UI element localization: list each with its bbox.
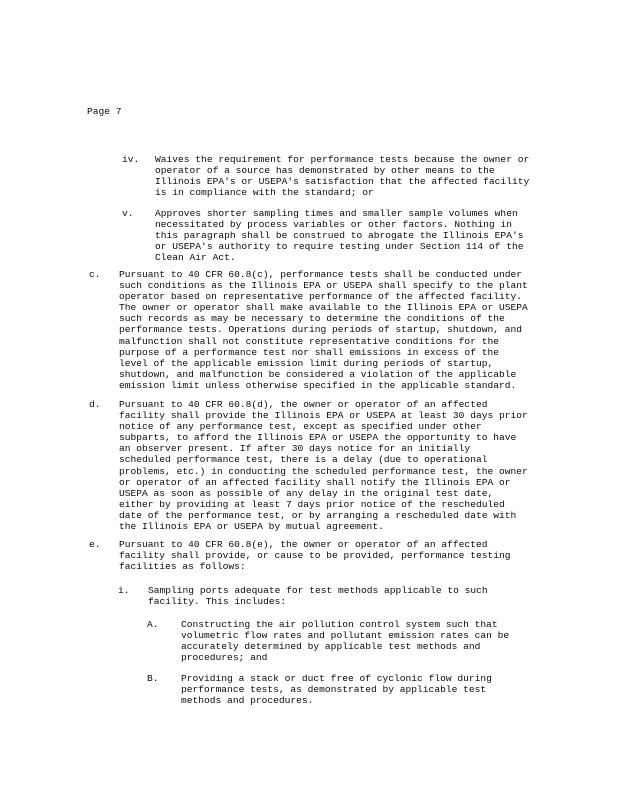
- page-number: Page 7: [87, 106, 122, 117]
- text-line: or USEPA's authority to require testing under Section 114 of the: [155, 241, 524, 253]
- item-marker-d: d.: [89, 399, 101, 410]
- text-line: an observer present. If after 30 days notice for an initially: [119, 443, 471, 455]
- text-line: the Illinois EPA or USEPA by mutual agreement.: [119, 521, 384, 533]
- text-line: necessitated by process variables or other factors. Nothing in: [155, 219, 512, 231]
- item-iv-text: [155, 154, 529, 198]
- text-line: shutdown, and malfunction be considered a violation of the applicable: [119, 368, 517, 380]
- item-B-text: [181, 673, 492, 706]
- item-marker-v: v.: [122, 208, 134, 219]
- text-line: is in compliance with the standard; or: [155, 187, 374, 199]
- item-d-text: [119, 399, 528, 532]
- text-line: USEPA as soon as possible of any delay in the original test date,: [119, 487, 494, 499]
- text-line: facility. This includes:: [148, 596, 287, 608]
- item-A-text: [181, 619, 509, 663]
- item-c-text: [119, 269, 528, 391]
- text-line: volumetric flow rates and pollutant emission rates can be: [181, 630, 510, 642]
- text-line: Approves shorter sampling times and smaller sample volumes when: [155, 208, 518, 219]
- text-line: such records as may be necessary to determine the conditions of the: [119, 313, 505, 325]
- item-v-text: [155, 208, 523, 263]
- text-line: accurately determined by applicable test methods and: [181, 641, 481, 653]
- text-line: facility shall provide, or cause to be provided, performance testing: [119, 550, 511, 562]
- text-line: Pursuant to 40 CFR 60.8(c), performance tests shall be conducted under: [119, 269, 523, 280]
- item-e-text: [119, 539, 511, 572]
- text-line: procedures; and: [181, 652, 268, 664]
- item-marker-e: e.: [89, 539, 101, 550]
- text-line: scheduled performance test, there is a delay (due to operational: [119, 454, 488, 466]
- text-line: level of the applicable emission limit during periods of startup,: [119, 357, 494, 369]
- text-line: either by providing at least 7 days prior notice of the rescheduled: [119, 498, 505, 510]
- text-line: performance tests, as demonstrated by applicable test: [181, 684, 487, 696]
- item-marker-iv: iv.: [122, 154, 140, 165]
- item-i-text: [148, 585, 488, 607]
- text-line: facility shall provide the Illinois EPA or USEPA at least 30 days prior: [119, 410, 528, 422]
- text-line: facilities as follows:: [119, 561, 246, 573]
- text-line: Sampling ports adequate for test methods applicable to such: [148, 585, 488, 596]
- item-marker-A: A.: [147, 619, 159, 630]
- text-line: purpose of a performance test nor shall emissions in excess of the: [119, 346, 499, 358]
- text-line: Constructing the air pollution control system such that: [181, 619, 498, 630]
- text-line: emission limit unless otherwise specified in the applicable standard.: [119, 379, 517, 391]
- item-marker-i: i.: [118, 585, 130, 596]
- text-line: operator based on representative performance of the affected facility.: [119, 291, 523, 303]
- text-line: methods and procedures.: [181, 695, 314, 707]
- text-line: date of the performance test, or by arranging a rescheduled date with: [119, 509, 517, 521]
- text-line: subparts, to afford the Illinois EPA or USEPA the opportunity to have: [119, 432, 517, 444]
- text-line: The owner or operator shall make available to the Illinois EPA or USEPA: [119, 302, 528, 314]
- text-line: operator of a source has demonstrated by other means to the: [155, 165, 495, 177]
- text-line: malfunction shall not constitute representative conditions for the: [119, 335, 499, 347]
- text-line: Clean Air Act.: [155, 252, 236, 264]
- item-marker-B: B.: [147, 673, 159, 684]
- text-line: performance tests. Operations during periods of startup, shutdown, and: [119, 324, 523, 336]
- text-line: Waives the requirement for performance tests because the owner or: [155, 154, 530, 165]
- item-marker-c: c.: [89, 269, 101, 280]
- text-line: or operator of an affected facility shall notify the Illinois EPA or: [119, 476, 511, 488]
- text-line: notice of any performance test, except as specified under other: [119, 421, 482, 433]
- text-line: this paragraph shall be construed to abrogate the Illinois EPA's: [155, 230, 524, 242]
- text-line: Providing a stack or duct free of cyclonic flow during: [181, 673, 492, 684]
- text-line: problems, etc.) in conducting the scheduled performance test, the owner: [119, 465, 528, 477]
- text-line: Illinois EPA's or USEPA's satisfaction that the affected facility: [155, 176, 530, 188]
- text-line: such conditions as the Illinois EPA or USEPA shall specify to the plant: [119, 280, 528, 292]
- text-line: Pursuant to 40 CFR 60.8(e), the owner or operator of an affected: [119, 539, 488, 550]
- text-line: Pursuant to 40 CFR 60.8(d), the owner or operator of an affected: [119, 399, 488, 410]
